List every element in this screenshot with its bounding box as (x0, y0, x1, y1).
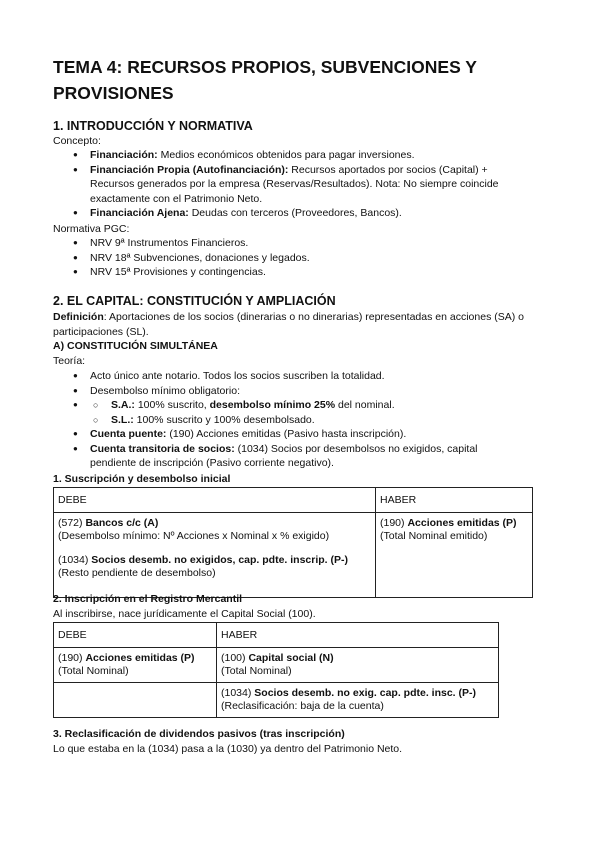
debe-header: DEBE (54, 488, 376, 513)
normativa-list (53, 236, 523, 280)
concepto-list (53, 148, 523, 221)
journal-table-1 (53, 487, 533, 598)
list-item (53, 398, 523, 427)
list-item: ● Desembolso mínimo obligatorio: (53, 384, 523, 399)
debe-header: DEBE (54, 623, 217, 648)
page-title: TEMA 4: RECURSOS PROPIOS, SUBVENCIONES Y PROVISIONES (53, 57, 477, 103)
teoria-list (53, 369, 523, 471)
haber-header: HABER (217, 623, 499, 648)
list-item: ● Financiación Propia (Autofinanciación): Recursos aportados por socios (Capital) + Recursos generados por la empresa (Reservas/Resultados). Nota: No siempre coincide exactamente con el Patrimonio Neto. (53, 163, 523, 207)
sublist-item: ○ S.L.: 100% suscrito y 100% desembolsado. (53, 413, 523, 428)
step-3-heading: 3. Reclasificación de dividendos pasivos (tras inscripción) (53, 728, 345, 740)
haber-header: HABER (376, 488, 533, 513)
list-item: ● Acto único ante notario. Todos los socios suscriben la totalidad. (53, 369, 523, 384)
subsection-heading: A) CONSTITUCIÓN SIMULTÁNEA (53, 340, 218, 352)
list-item: ● Cuenta transitoria de socios: (1034) Socios por desembolsos no exigidos, capital pendiente de inscripción (Pasivo corriente negativo). (53, 442, 523, 471)
sublist-item: ○ ● S.A.: 100% suscrito, desembolso mínimo 25% del nominal. (53, 398, 523, 413)
list-item: ● NRV 9ª Instrumentos Financieros. (53, 236, 523, 251)
list-item: ● Cuenta puente: (190) Acciones emitidas (Pasivo hasta inscripción). (53, 427, 523, 442)
step-3-text: Lo que estaba en la (1034) pasa a la (1030) ya dentro del Patrimonio Neto. (53, 743, 403, 755)
concepto-label: Concepto: (53, 135, 101, 147)
debe-cell: (572) Bancos c/c (A) (Desembolso mínimo: Nº Acciones x Nominal x % exigido) (1034) Socios desemb. no exigidos, cap. pdte. inscrip. (P-) (Resto pendiente de desembolso) (54, 513, 376, 598)
normativa-label: Normativa PGC: (53, 223, 130, 235)
teoria-label: Teoría: (53, 355, 86, 367)
section-1-heading: 1. INTRODUCCIÓN Y NORMATIVA (53, 119, 253, 133)
haber-cell: (100) Capital social (N) (Total Nominal) (217, 648, 499, 683)
definicion-text: Definición: Aportaciones de los socios (dinerarias o no dinerarias) representadas en acciones (SA) o participaciones (SL). (53, 311, 524, 338)
list-item: ● Financiación Ajena: Deudas con terceros (Proveedores, Bancos). (53, 206, 523, 221)
haber-cell: (190) Acciones emitidas (P) (Total Nominal emitido) (376, 513, 533, 598)
list-item: ● Financiación: Medios económicos obtenidos para pagar inversiones. (53, 148, 523, 163)
step-1-heading: 1. Suscripción y desembolso inicial (53, 473, 231, 485)
list-item: ● NRV 15ª Provisiones y contingencias. (53, 265, 523, 280)
haber-cell: (1034) Socios desemb. no exig. cap. pdte. insc. (P-) (Reclasificación: baja de la cuenta) (217, 683, 499, 718)
list-item: ● NRV 18ª Subvenciones, donaciones y legados. (53, 251, 523, 266)
step-2-text: Al inscribirse, nace jurídicamente el Capital Social (100). (53, 608, 316, 620)
step-2-heading: 2. Inscripción en el Registro Mercantil (53, 593, 243, 605)
section-2-heading: 2. EL CAPITAL: CONSTITUCIÓN Y AMPLIACIÓN (53, 294, 336, 308)
debe-cell-empty (54, 683, 217, 718)
journal-table-2 (53, 622, 499, 718)
debe-cell: (190) Acciones emitidas (P) (Total Nominal) (54, 648, 217, 683)
